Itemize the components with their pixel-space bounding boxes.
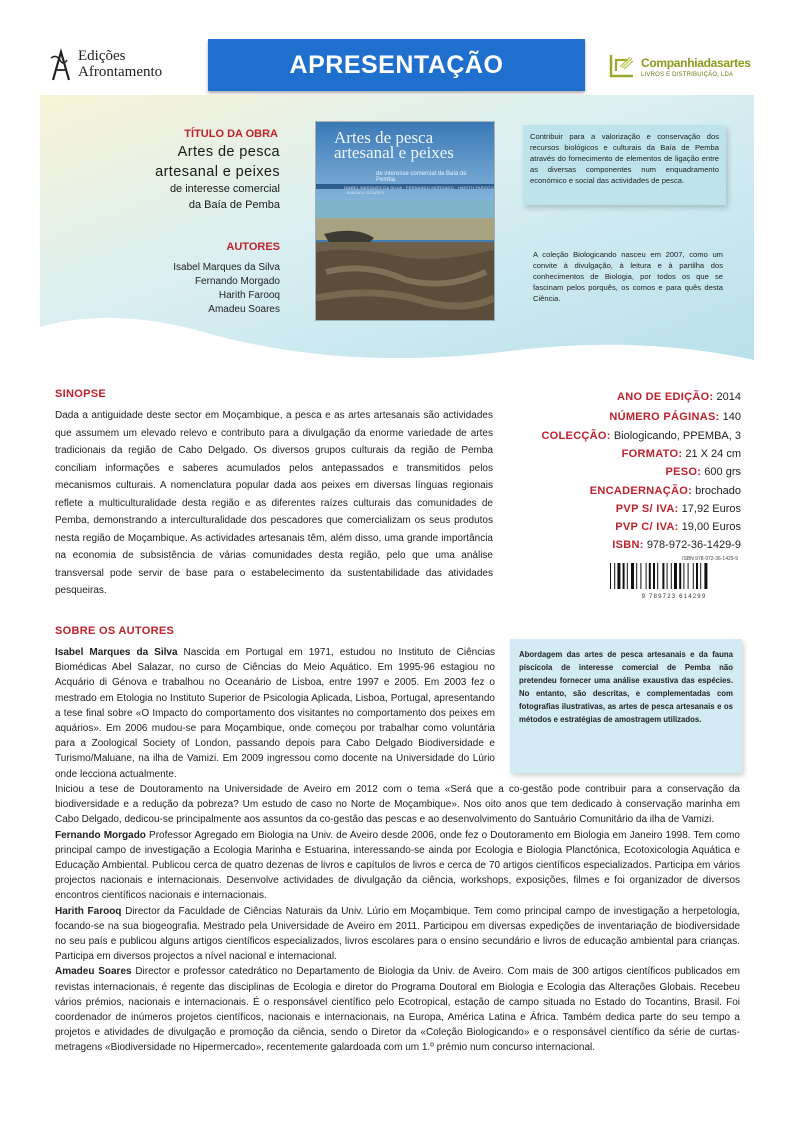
author-bio-text: Professor Agregado em Biologia na Univ. de Aveiro desde 2006, onde fez o Doutoramento em Biologia em Janeiro 1998. Tem como principal campo de investigação a Ecologia Marinha e Estuarina, interessando-se ainda por Ecologia e Biologia Planctónica, Ecotoxicologia Aquática e Educação Ambiental. Publicou cerca de quatro dezenas de livros e capítulos de livros e cerca de 70 artigos científicos especializados. Participa em vários projectos nacionais e internacionais. Desenvolve actividades de divulgação da ciência, workshops, exposições, filmes e foi organizador de diversos encontros científicos nacionais e internacionais. <box>55 829 740 902</box>
spec-value: 2014 <box>716 391 741 403</box>
spec-row <box>441 503 741 515</box>
spec-label: FORMATO: <box>621 448 683 460</box>
spec-value: 19,00 Euros <box>681 521 741 533</box>
author-name: Harith Farooq <box>218 290 280 301</box>
barcode-bar <box>649 563 651 589</box>
spec-label: COLECÇÃO: <box>541 430 611 442</box>
spec-label: ENCADERNAÇÃO: <box>589 485 693 497</box>
barcode-bar <box>693 563 694 589</box>
barcode-bar <box>667 563 668 589</box>
distributor-tagline: LIVROS E DISTRIBUIÇÃO, LDA <box>641 72 734 78</box>
barcode-bar <box>662 563 664 589</box>
spec-value: 140 <box>722 411 741 423</box>
barcode-digits: 9 789723 614299 <box>641 594 707 600</box>
page-title: APRESENTAÇÃO <box>208 39 585 91</box>
spec-row <box>441 466 741 478</box>
spec-row <box>441 485 741 497</box>
cover-title: Artes de pesca artesanal e peixes <box>334 128 454 162</box>
book-subtitle-line2: da Baía de Pemba <box>188 199 280 211</box>
autores-label: AUTORES <box>226 241 280 253</box>
distributor-mark-icon <box>608 51 636 79</box>
obra-label: TÍTULO DA OBRA <box>184 128 278 140</box>
author-bio-name: Isabel Marques da Silva <box>55 647 178 658</box>
barcode-bar <box>614 563 615 589</box>
author-name: Isabel Marques da Silva <box>173 262 280 273</box>
distributor-name: Companhiadasartes <box>641 56 751 70</box>
book-cover <box>316 122 494 320</box>
spec-row <box>441 391 741 403</box>
publisher-logo <box>50 46 200 86</box>
author-name: Fernando Morgado <box>194 276 280 287</box>
barcode-bar <box>623 563 625 589</box>
spec-row <box>441 521 741 533</box>
collection-description: A coleção Biologicando nasceu em 2007, como um convite à divulgação, à leitura e à partilha dos conhecimentos de Biologia, por todos os que se fascinam pelos porquês, os comos e para quês desta Ciência. <box>533 250 723 303</box>
spec-label: NÚMERO PÁGINAS: <box>609 411 720 423</box>
book-subtitle-line1: de interesse comercial <box>169 183 280 195</box>
spec-label: PESO: <box>665 466 702 478</box>
publisher-mark-icon <box>50 48 72 82</box>
barcode-bar <box>671 563 672 589</box>
barcode-bars <box>604 563 744 589</box>
spec-label: PVP S/ IVA: <box>615 503 679 515</box>
barcode-bar <box>646 563 647 589</box>
barcode-bar <box>700 563 701 589</box>
spec-value: 17,92 Euros <box>681 503 741 515</box>
author-bio-text: Director da Faculdade de Ciências Naturais da Univ. Lúrio em Moçambique. Tem como principal campo de investigação a herpetologia, focando-se na sua biogeografia. Mestrado pela Universidade de Aveiro em 2011. Participou em diversas expedições de inventariação de biodiversidade no seu país e publicou alguns artigos científicos especializados, livros escolares para o ensino secundário e livros de educação ambiental para crianças. Participa em diversos projectos a nível nacional e internacional. <box>55 905 740 963</box>
spec-label: PVP C/ IVA: <box>615 521 679 533</box>
author-bio-text: Nascida em Portugal em 1971, estudou no Instituto de Ciências Biomédicas Abel Salazar, no curso de Ciências do Meio Aquático. Em 1995-96 estagiou no Acquário di Génova e trabalhou no Oceanário de Lisboa, entre 1997 e 2005. Em 2003 fez o mestrado em Etologia no Instituto Superior de Psicologia Aplicada, Lisboa, Portugal, apresentando a tese final sobre «O Impacto do comportamento dos visitantes no comportamento dos peixes em aquários». Em 2006 mudou-se para Moçambique, onde começou por trabalhar como voluntária para a Zoological Society of London, passando depois para Cabo Delgado Biodiversidade e Turismo/Maluane, na ilha de Vamizi. Em 2009 ingressou como docente na Universidade do Lúrio onde lecciona actualmente. <box>55 647 496 780</box>
publisher-name-line2: Afrontamento <box>78 64 163 80</box>
spec-value: Biologicando, PPEMBA, 3 <box>613 430 741 442</box>
barcode-bar <box>640 563 641 589</box>
spec-value: 978-972-36-1429-9 <box>646 539 741 551</box>
cover-subtitle: de interesse comercial da Baía de Pemba <box>376 171 467 183</box>
book-title-line1: Artes de pesca <box>177 144 280 160</box>
isbn-barcode <box>604 556 744 600</box>
publisher-name-line1: Edições <box>78 48 126 64</box>
author-bio-name: Harith Farooq <box>55 905 122 917</box>
barcode-bar <box>683 563 684 589</box>
publisher-name <box>78 48 162 80</box>
author-bio-name: Amadeu Soares <box>55 966 132 978</box>
spec-label: ISBN: <box>612 539 644 551</box>
barcode-bar <box>674 563 677 589</box>
sobre-heading: SOBRE OS AUTORES <box>55 625 175 637</box>
distributor-logo <box>608 51 758 85</box>
barcode-top-text: ISBN 978-972-36-1429-9 <box>682 556 738 562</box>
cover-authors-strip: ISABEL MARQUES DA SILVA · FERNANDO MORGADO · HARITH FAROOQ · AMADEU SOARES <box>344 185 494 195</box>
bio-isabel <box>55 645 495 782</box>
bio-amadeu <box>55 964 740 1055</box>
abordagem-box: Abordagem das artes de pesca artesanais e da fauna píscicola de interesse comercial de Pemba não pretendeu fornecer uma análise exaustiva das espécies. No entanto, são descritas, e complementadas com fotografias ilustrativas, as artes de pesca artesanais e os métodos e estratégias de amostragem utilizados. <box>510 639 742 773</box>
barcode-bar <box>636 563 637 589</box>
book-title-line2: artesanal e peixes <box>155 164 280 180</box>
spec-value: brochado <box>695 485 741 497</box>
sinopse-heading: SINOPSE <box>55 388 107 400</box>
barcode-bar <box>617 563 620 589</box>
spec-row <box>441 411 741 423</box>
barcode-bar <box>610 563 611 589</box>
spec-value: 21 X 24 cm <box>685 448 741 460</box>
bio-fernando <box>55 828 740 904</box>
barcode-bar <box>696 563 698 589</box>
aims-box: Contribuir para a valorização e conservação dos recursos biológicos e culturais da Baía de Pemba através do fornecimento de elementos de ligação entre as diversas componentes num enquadramento económico e social das actividades de pesca. <box>523 125 726 205</box>
spec-row <box>441 539 741 551</box>
spec-row <box>441 430 741 442</box>
spec-value: 600 grs <box>704 466 741 478</box>
author-bio-text: Director e professor catedrático no Departamento de Biologia da Univ. de Aveiro. Com mais de 300 artigos científicos publicados em revistas internacionais, é regente das disciplinas de Ecologia e diretor do Programa Doutoral em Biologia e Ecologia das Alterações Globais. Recebeu vários prémios, nacionais e internacionais. É o responsável científico pelo Ecotropical, estação de campo situada no Estado do Tocantins, Brasil. Foi coordenador de inúmeros projetos científicos, nacionais e internacionais, na Europa, América Latina e África. Também dedica parte do seu tempo a projetos e atividades de divulgação e promoção da ciência, sendo o Diretor da «Coleção Biologicando» e o responsável científico da série de curtas-metragens «Biodiversidade no Hipermercado», recentemente galardoada com um 1.º prémio num concurso internacional. <box>55 966 740 1054</box>
bio-isabel-continued: Iniciou a tese de Doutoramento na Universidade de Aveiro em 2012 com o tema «Será que a co-gestão pode contribuir para a conservação da biodiversidade e a redução da pobreza? Um estudo de caso no Norte de Moçambique». Nos oito anos que tem dedicado à conservação marinha em Cabo Delgado, dedicou-se principalmente aos assuntos da co-gestão das pescas e ao desenvolvimento do Santuário Comunitário da ilha de Vamizi. <box>55 784 740 826</box>
barcode-bar <box>688 563 689 589</box>
bios-full-width <box>55 782 740 1056</box>
barcode-bar <box>704 563 707 589</box>
spec-label: ANO DE EDIÇÃO: <box>616 391 714 403</box>
sinopse-body: Dada a antiguidade deste sector em Moçambique, a pesca e as artes artesanais são actividades que assumem um elevado relevo e contributo para a divulgação da enorme variedade de artes tradicionais da região de Cabo Delgado. Os diversos grupos culturais da região de Pemba conciliam informações e saberes acumulados pelos antepassados e transmitidos pelos mecanismos culturais. A nomenclatura popular dada aos peixes em diversas línguas regionais reflete a multiculturalidade desta região e as diferentes raízes culturais das comunidades de Pemba, demonstrando a interculturalidade dos pescadores que comercializam os seus produtos nesta região de Moçambique. As actividades artesanais têm, além disso, uma grande importância na economia de subsistência de várias comunidades desta região, pelo que uma análise transversal pode servir de base para o estabelecimento da sustentabilidade das atividades pesqueiras. <box>55 410 493 596</box>
barcode-bar <box>657 563 658 589</box>
author-bio-name: Fernando Morgado <box>55 829 146 841</box>
barcode-bar <box>679 563 681 589</box>
barcode-bar <box>653 563 655 589</box>
bio-harith <box>55 904 740 965</box>
barcode-bar <box>627 563 628 589</box>
spec-row <box>441 448 741 460</box>
author-name: Amadeu Soares <box>208 304 280 315</box>
barcode-bar <box>631 563 634 589</box>
